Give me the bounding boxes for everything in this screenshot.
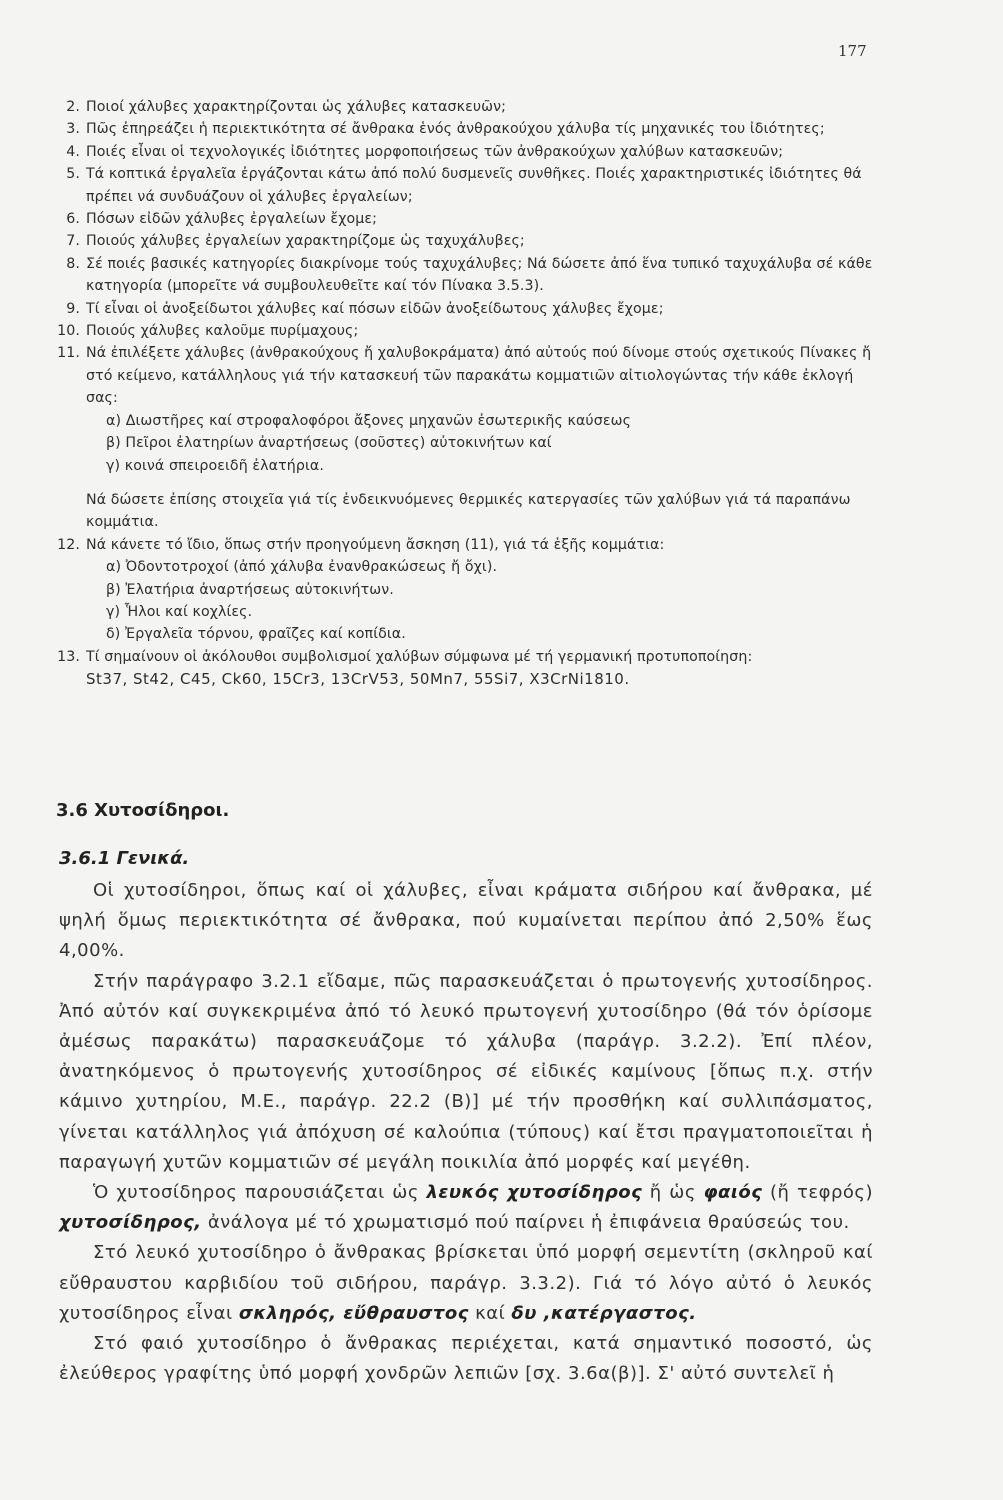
question-8 (48, 253, 878, 298)
question-number: 13. (57, 648, 80, 665)
paragraph-3 (59, 1178, 873, 1238)
question-number: 12. (57, 536, 80, 553)
text-run: καί (468, 1302, 512, 1324)
question-subitem: α) Διωστῆρες καί στροφαλοφόροι ἄξονες μηχανῶν ἐσωτερικῆς καύσεως (106, 412, 632, 429)
question-2 (48, 96, 878, 118)
question-number: 8. (66, 255, 80, 272)
paragraph-5: Στό φαιό χυτοσίδηρο ὁ ἄνθρακας περιέχεται, κατά σημαντικό ποσοστό, ὡς ἐλεύθερος γραφίτης ὑπό μορφή χονδρῶν λεπιῶν [σχ. 3.6α(β)]. Σ' αὐτό συντελεῖ ἡ (59, 1333, 873, 1385)
question-10 (48, 320, 878, 342)
question-subitem: δ) Ἐργαλεῖα τόρνου, φραῖζες καί κοπίδια. (106, 626, 406, 643)
text-run: ἤ ὡς (642, 1182, 704, 1204)
emphasis-term: δυ ,κατέργαστος. (511, 1302, 697, 1324)
emphasis-term: λευκός χυτοσίδηρος (426, 1182, 643, 1204)
question-text: Ποιούς χάλυβες καλοῦμε πυρίμαχους; (86, 323, 359, 340)
question-number: 4. (66, 143, 80, 160)
question-subitem: γ) κοινά σπειροειδῆ ἐλατήρια. (106, 457, 324, 474)
question-number: 10. (57, 323, 80, 340)
text-run: (ἤ τεφρός) (762, 1182, 873, 1204)
question-number: 9. (66, 300, 80, 317)
question-subitem: β) Πεῖροι ἐλατηρίων ἀναρτήσεως (σοῦστες) αὐτοκινήτων καί (106, 435, 552, 452)
question-6 (48, 208, 878, 230)
text-run: ἀνάλογα μέ τό χρωματισμό πού παίρνει ἡ ἐπιφάνεια θραύσεώς του. (201, 1212, 850, 1234)
emphasis-term: χυτοσίδηρος, (59, 1212, 202, 1234)
paragraph-2: Στήν παράγραφο 3.2.1 εἴδαμε, πῶς παρασκευάζεται ὁ πρωτογενής χυτοσίδηρος. Ἀπό αὐτόν καί συγκεκριμένα ἀπό τό λευκό πρωτογενή χυτοσίδηρο (θά τόν ὁρίσομε ἀμέσως παρακάτω) παρασκευάζομε τό χάλυβα (παράγρ. 3.2.2). Ἐπί πλέον, ἀνατηκόμενος ὁ πρωτογενής χυτοσίδηρος σέ εἰδικές καμίνους [ὅπως π.χ. στήν κάμινο χυτηρίου, Μ.Ε., παράγρ. 22.2 (Β)] μέ τήν προσθήκη καί συλλιπάσματος, γίνεται κατάλληλος γιά ἀπόχυση σέ καλούπια (τύπους) καί ἔτσι πραγματοποιεῖται ἡ παραγωγή χυτῶν κομματιῶν σέ μεγάλη ποικιλία ἀπό μορφές καί μεγέθη. (59, 970, 873, 1173)
emphasis-term: σκληρός, εὔθραυστος (238, 1302, 469, 1324)
question-text: Ποιοί χάλυβες χαρακτηρίζονται ὡς χάλυβες κατασκευῶν; (86, 99, 507, 115)
question-7 (48, 230, 878, 252)
question-9 (48, 298, 878, 320)
question-text: Ποιές εἶναι οἱ τεχνολογικές ἰδιότητες μορφοποιήσεως τῶν ἀνθρακούχων χαλύβων κατασκευῶν; (86, 143, 784, 160)
exercise-questions (48, 96, 878, 691)
question-text: Σέ ποιές βασικές κατηγορίες διακρίνομε τούς ταχυχάλυβες; Νά δώσετε ἀπό ἕνα τυπικό ταχυχάλυβα σέ κάθε κατηγορία (μπορεῖτε νά συμβουλευθεῖτε καί τόν Πίνακα 3.5.3). (86, 255, 873, 295)
emphasis-term: φαιός (703, 1182, 763, 1204)
section-title: 3.6 Χυτοσίδηροι. (56, 800, 230, 821)
question-12 (48, 534, 878, 646)
question-text: Νά κάνετε τό ἴδιο, ὅπως στήν προηγούμενη ἄσκηση (11), γιά τά ἑξῆς κομμάτια: (86, 536, 665, 553)
question-note: Νά δώσετε ἐπίσης στοιχεῖα γιά τίς ἐνδεικνυόμενες θερμικές κατεργασίες τῶν χαλύβων γιά τά παραπάνω κομμάτια. (86, 491, 851, 531)
question-subitem: α) Ὀδοντοτροχοί (ἀπό χάλυβα ἐνανθρακώσεως ἤ ὄχι). (106, 559, 498, 576)
question-3 (48, 118, 878, 140)
question-number: 2. (66, 99, 80, 115)
question-number: 7. (66, 233, 80, 250)
question-number: 3. (66, 121, 80, 138)
question-number: 5. (66, 166, 80, 183)
question-subitem: β) Ἐλατήρια ἀναρτήσεως αὐτοκινήτων. (106, 581, 394, 598)
question-number: 6. (66, 211, 80, 228)
question-number: 11. (57, 345, 80, 362)
question-4 (48, 141, 878, 163)
paragraph-1: Οἱ χυτοσίδηροι, ὅπως καί οἱ χάλυβες, εἶναι κράματα σιδήρου καί ἄνθρακα, μέ ψηλή ὅμως περιεκτικότητα σέ ἄνθρακα, πού κυμαίνεται περίπου ἀπό 2,50% ἕως 4,00%. (59, 880, 873, 962)
question-11 (48, 342, 878, 533)
question-text: Πῶς ἐπηρεάζει ἡ περιεκτικότητα σέ ἄνθρακα ἑνός ἀνθρακούχου χάλυβα τίς μηχανικές του ἰδιότητες; (86, 121, 825, 138)
subsection-title: 3.6.1 Γενικά. (59, 848, 190, 869)
question-text: Τί σημαίνουν οἱ ἀκόλουθοι συμβολισμοί χαλύβων σύμφωνα μέ τή γερμανική προτυποποίηση: (86, 648, 753, 665)
text-run: Ὁ χυτοσίδηρος παρουσιάζεται ὡς (93, 1182, 427, 1204)
paragraph-4 (59, 1238, 873, 1329)
steel-designation-codes: St37, St42, C45, Ck60, 15Cr3, 13CrV53, 50Mn7, 55Si7, X3CrNi1810. (86, 670, 630, 689)
question-text: Τά κοπτικά ἐργαλεῖα ἐργάζονται κάτω ἀπό πολύ δυσμενεῖς συνθῆκες. Ποιές χαρακτηριστικές ἰδιότητες θά πρέπει νά συνδυάζουν οἱ χάλυβες ἐργαλείων; (86, 166, 862, 205)
question-subitem: γ) Ἧλοι καί κοχλίες. (106, 603, 253, 620)
question-5 (48, 163, 878, 208)
question-text: Πόσων εἰδῶν χάλυβες ἐργαλείων ἔχομε; (86, 211, 378, 228)
question-13 (48, 646, 878, 691)
question-text: Ποιούς χάλυβες ἐργαλείων χαρακτηρίζομε ὡς ταχυχάλυβες; (86, 233, 525, 250)
page-number: 177 (838, 42, 867, 60)
text-run: Στό λευκό χυτοσίδηρο ὁ ἄνθρακας βρίσκεται ὑπό μορφή σεμεντίτη (σκληροῦ καί εὔθραυστου καρβιδίου τοῦ σιδήρου, παράγρ. 3.3.2). Γιά τό λόγο αὐτό ὁ λευκός χυτοσίδηρος εἶναι (59, 1242, 873, 1324)
question-text: Τί εἶναι οἱ ἀνοξείδωτοι χάλυβες καί πόσων εἰδῶν ἀνοξείδωτους χάλυβες ἔχομε; (86, 300, 664, 317)
body-text (59, 876, 873, 1389)
question-text: Νά ἐπιλέξετε χάλυβες (ἀνθρακούχους ἤ χαλυβοκράματα) ἀπό αὐτούς πού δίνομε στούς σχετικούς Πίνακες ἤ στό κείμενο, κατάλληλους γιά τήν κατασκευή τῶν παρακάτω κομματιῶν αἰτιολογώντας τήν κάθε ἐκλογή σας: (86, 345, 872, 407)
